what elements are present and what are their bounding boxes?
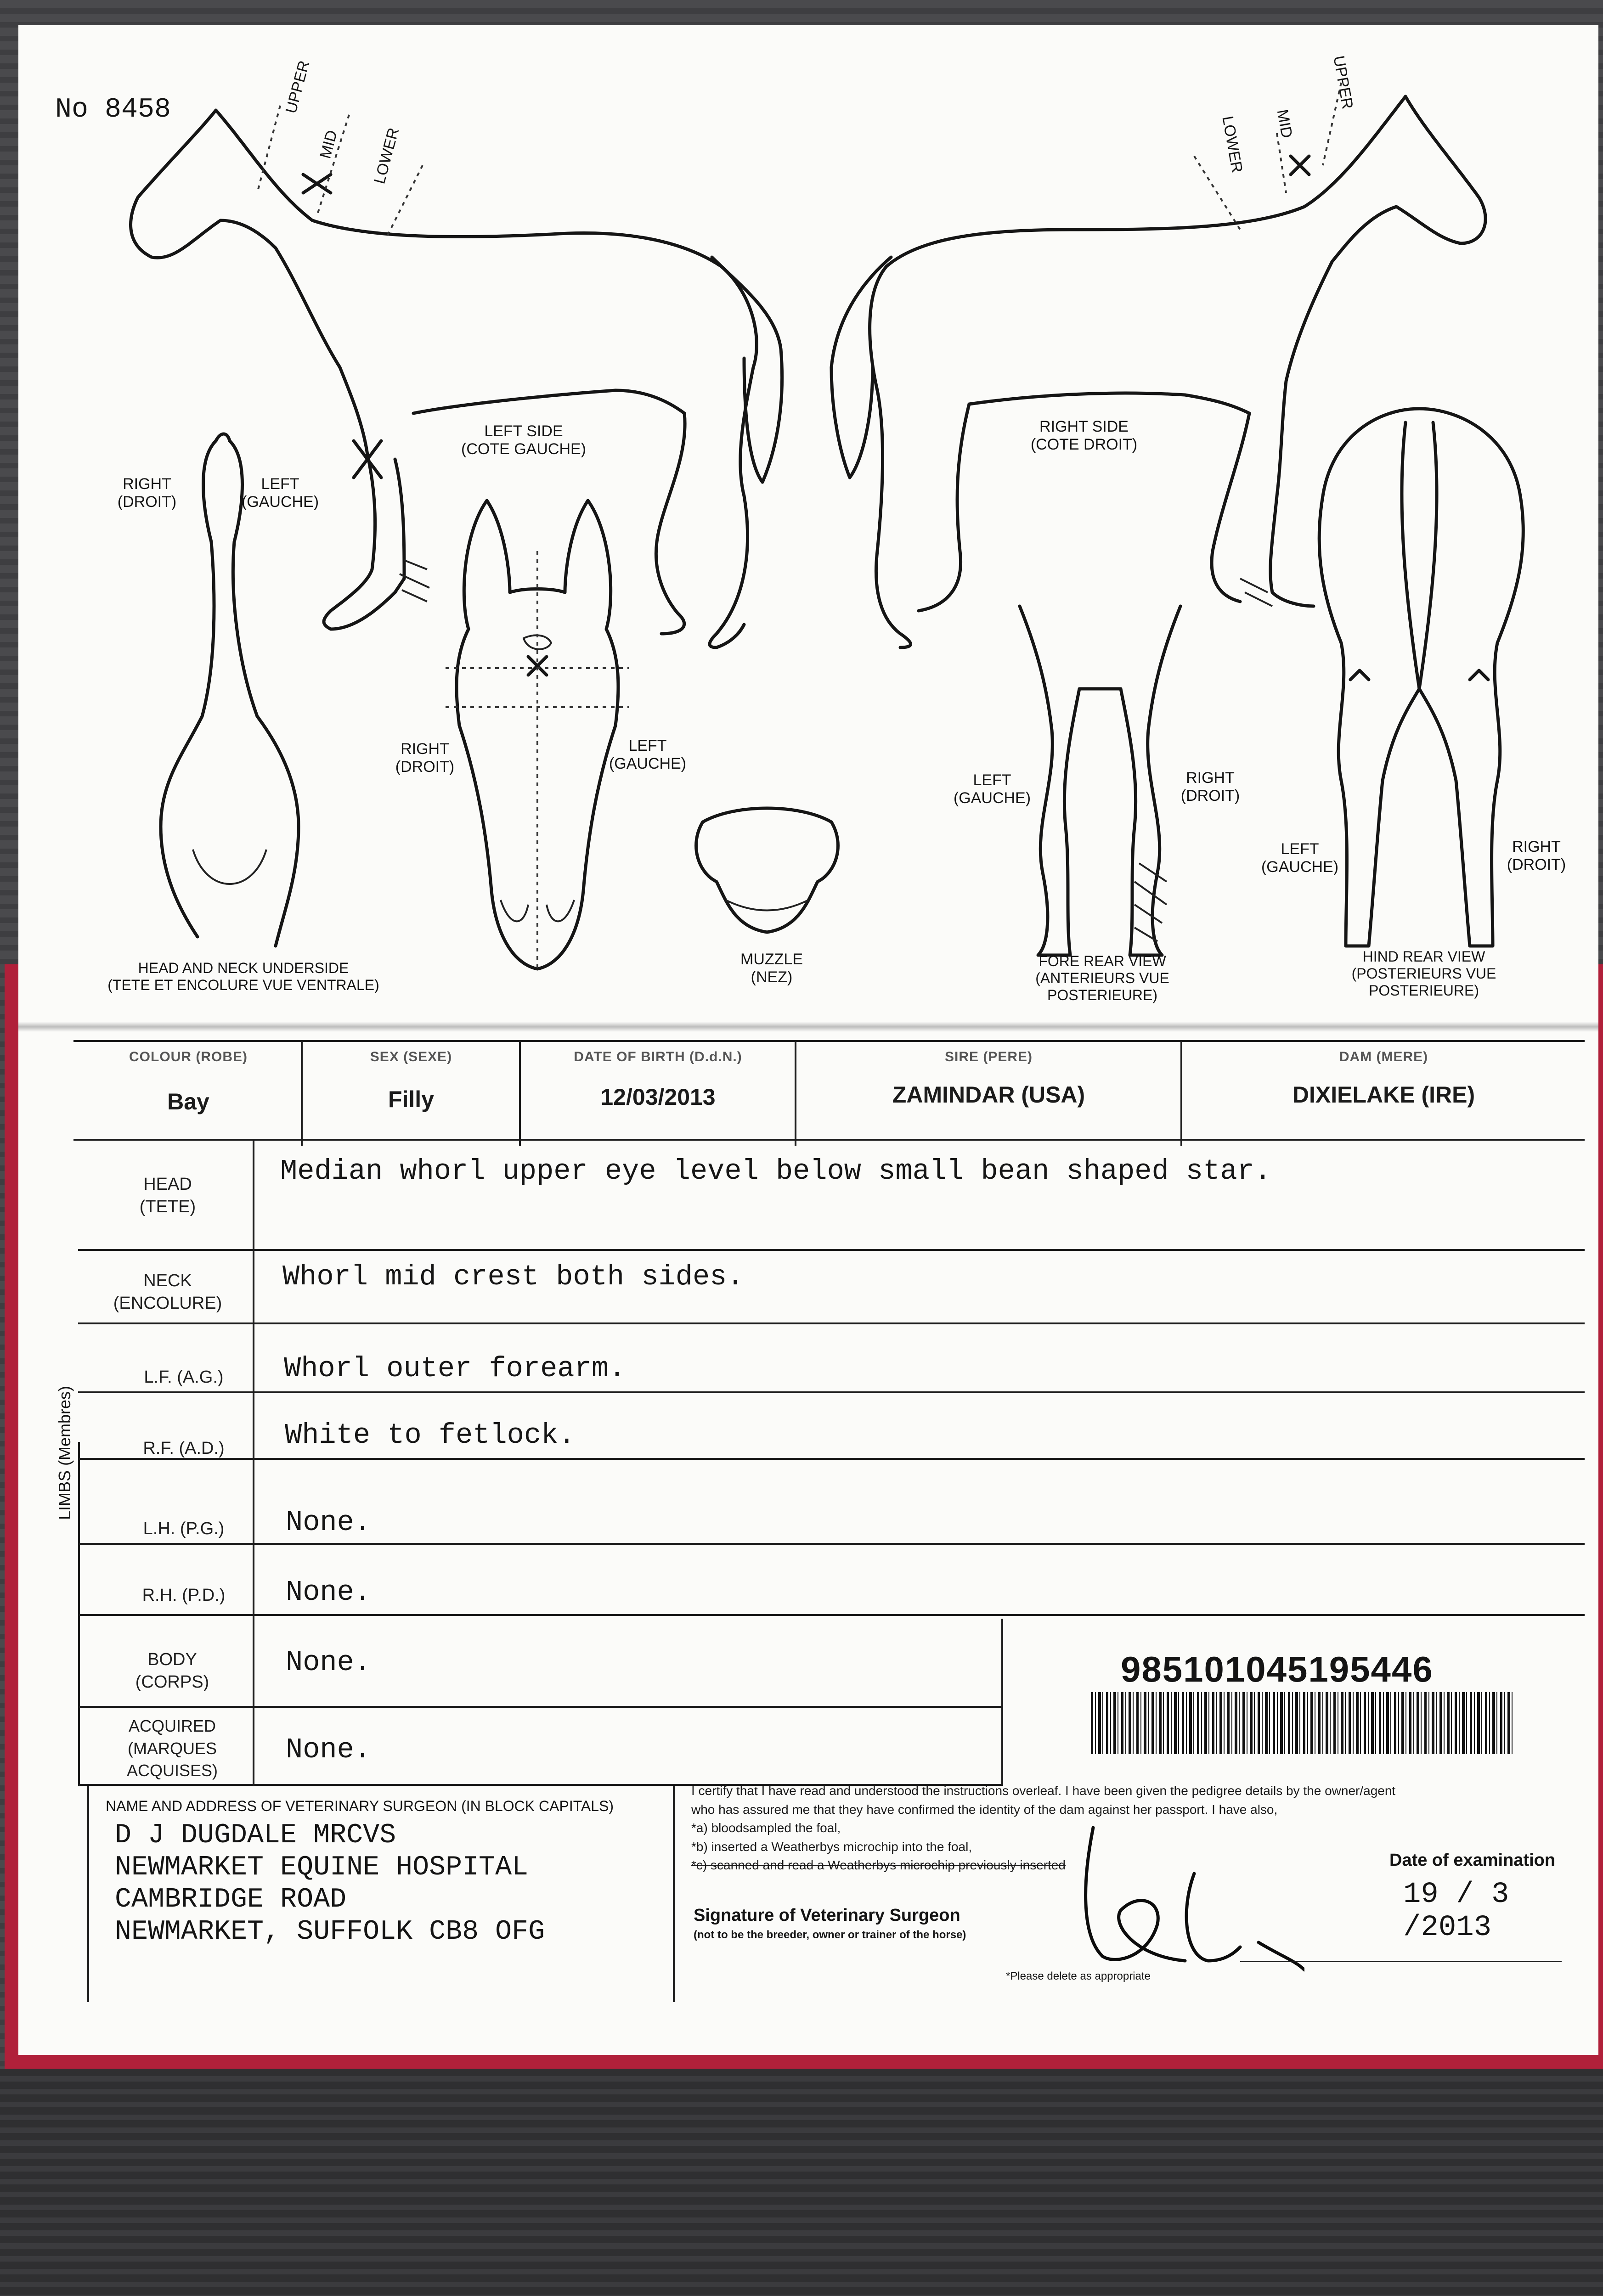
- acquired-row-label: [96, 1715, 248, 1782]
- lf-marking-text: Whorl outer forearm.: [284, 1352, 626, 1385]
- row-rule-5: [78, 1543, 1585, 1545]
- header-bottom-rule: [73, 1139, 1585, 1141]
- sex-label: SEX (SEXE): [370, 1049, 452, 1064]
- cert-line-1: I certify that I have read and understood the instructions overleaf. I have been given the pedigree details by the owner/agent: [691, 1784, 1396, 1798]
- label-left-fr: (GAUCHE): [241, 493, 319, 511]
- vet-line-4: NEWMARKET, SUFFOLK CB8 OFG: [115, 1916, 545, 1947]
- cert-item-b: *b) inserted a Weatherbys microchip into the foal,: [691, 1839, 972, 1854]
- vet-box-divider: [673, 1786, 675, 2002]
- body-label-en: BODY: [147, 1650, 197, 1669]
- label-muzzle: [717, 951, 827, 986]
- rf-marking-text: White to fetlock.: [285, 1419, 576, 1452]
- lh-row-label: L.H. (P.G.): [143, 1519, 225, 1538]
- microchip-barcode: [1091, 1692, 1513, 1754]
- muzzle-drawing: [696, 808, 838, 932]
- label-head-neck-underside: [83, 960, 404, 994]
- row-rule-3: [78, 1391, 1585, 1393]
- rf-row-label: R.F. (A.D.): [143, 1439, 225, 1458]
- exam-day: 19: [1403, 1878, 1439, 1911]
- label-fore-rear-view-en: FORE REAR VIEW: [1039, 953, 1166, 969]
- row-rule-2: [78, 1322, 1585, 1324]
- label-hind-rear-view: [1327, 948, 1520, 999]
- label-underside-left: [239, 475, 322, 511]
- head-label-fr: (TETE): [139, 1197, 196, 1217]
- date-of-examination-label: Date of examination: [1389, 1851, 1556, 1870]
- head-front-drawing: [446, 501, 629, 969]
- colour-value: Bay: [167, 1089, 209, 1114]
- label-head-left-fr: (GAUCHE): [609, 755, 687, 773]
- label-hind-right-fr: (DROIT): [1507, 856, 1566, 874]
- body-label-fr: (CORPS): [135, 1672, 209, 1692]
- head-marking-text: Median whorl upper eye level below small bean shaped star.: [280, 1155, 1271, 1187]
- label-fore-left-fr: (GAUCHE): [953, 789, 1031, 807]
- label-left-side-fr: (COTE GAUCHE): [461, 440, 586, 458]
- label-hind-right: [1502, 838, 1571, 874]
- label-fore-rear-view-fr2: POSTERIEURE): [1047, 986, 1158, 1003]
- label-head-right-en: RIGHT: [401, 740, 449, 758]
- left-side-horse-drawing: [131, 106, 782, 647]
- row-rule-6: [78, 1614, 1585, 1616]
- sex-value: Filly: [388, 1086, 435, 1112]
- dam-label: DAM (MERE): [1339, 1049, 1428, 1064]
- label-head-left: [606, 737, 689, 773]
- label-hind-left: [1259, 840, 1341, 876]
- label-mid-left: MID: [316, 128, 341, 161]
- label-head-neck-underside-en: HEAD AND NECK UNDERSIDE: [138, 960, 349, 976]
- label-right-side-fr: (COTE DROIT): [1030, 436, 1138, 454]
- exam-year: 2013: [1421, 1911, 1492, 1944]
- limbs-label: LIMBS (Membres): [55, 1385, 74, 1520]
- date-of-examination-value: [1403, 1878, 1603, 1944]
- label-fore-right-fr: (DROIT): [1180, 787, 1240, 805]
- horse-diagrams: [0, 0, 1603, 1024]
- exam-month: 3: [1491, 1878, 1509, 1911]
- acquired-marking-text: None.: [286, 1733, 372, 1766]
- neck-row-label: [92, 1270, 243, 1315]
- label-head-right: [388, 740, 462, 776]
- cert-line-2: who has assured me that they have confirmed the identity of the dam against her passport. I have also,: [691, 1802, 1278, 1817]
- label-muzzle-fr: (NEZ): [751, 968, 793, 986]
- label-lower-left: LOWER: [371, 126, 403, 186]
- acquired-label-fr1: (MARQUES: [127, 1739, 217, 1758]
- label-hind-rear-view-en: HIND REAR VIEW: [1362, 948, 1485, 965]
- label-left-side-en: LEFT SIDE: [484, 422, 563, 440]
- vet-line-3: CAMBRIDGE ROAD: [115, 1884, 347, 1915]
- body-row-label: [96, 1649, 248, 1694]
- label-fore-left-en: LEFT: [973, 771, 1011, 789]
- label-fore-rear-view-fr1: (ANTERIEURS VUE: [1035, 969, 1169, 986]
- sire-label: SIRE (PERE): [944, 1049, 1033, 1064]
- header-divider-2: [519, 1040, 521, 1146]
- vet-label: NAME AND ADDRESS OF VETERINARY SURGEON (IN BLOCK CAPITALS): [106, 1798, 614, 1814]
- label-muzzle-en: MUZZLE: [740, 951, 803, 968]
- label-head-right-fr: (DROIT): [395, 758, 455, 776]
- date-separator-2: /: [1403, 1911, 1421, 1944]
- label-right-en: RIGHT: [123, 475, 171, 493]
- label-fore-rear-view: [1010, 953, 1194, 1003]
- row-rule-1: [78, 1249, 1585, 1251]
- label-head-neck-underside-fr: (TETE ET ENCOLURE VUE VENTRALE): [107, 976, 379, 993]
- markings-label-divider: [253, 1139, 254, 1786]
- label-upper-left: UPPER: [282, 58, 313, 115]
- label-hind-right-en: RIGHT: [1512, 838, 1561, 855]
- label-fore-right-en: RIGHT: [1186, 769, 1235, 787]
- acquired-label-en: ACQUIRED: [128, 1716, 216, 1735]
- lh-marking-text: None.: [286, 1506, 372, 1539]
- label-fore-right: [1176, 769, 1245, 805]
- hind-rear-view-drawing: [1319, 409, 1523, 946]
- document-number: No 8458: [55, 94, 171, 125]
- label-underside-right: [110, 475, 184, 511]
- vet-signature: [1066, 1818, 1304, 1984]
- neck-marking-text: Whorl mid crest both sides.: [282, 1261, 744, 1293]
- date-separator-1: /: [1456, 1878, 1474, 1911]
- row-rule-7: [78, 1706, 1001, 1708]
- fore-rear-view-drawing: [1020, 606, 1180, 955]
- cert-item-a: *a) bloodsampled the foal,: [691, 1821, 841, 1835]
- body-marking-text: None.: [286, 1646, 372, 1679]
- dam-value: DIXIELAKE (IRE): [1292, 1082, 1475, 1108]
- signature-note: (not to be the breeder, owner or trainer of the horse): [694, 1929, 966, 1941]
- label-fore-left: [951, 771, 1033, 807]
- header-top-rule: [73, 1040, 1585, 1042]
- dob-label: DATE OF BIRTH (D.d.N.): [574, 1049, 742, 1064]
- label-left-en: LEFT: [261, 475, 299, 493]
- acquired-label-fr2: ACQUISES): [126, 1761, 218, 1780]
- header-divider-3: [795, 1040, 796, 1146]
- sire-value: ZAMINDAR (USA): [892, 1082, 1085, 1108]
- signature-label: Signature of Veterinary Surgeon: [694, 1906, 960, 1925]
- signature-line: [1240, 1961, 1562, 1962]
- label-right-side-en: RIGHT SIDE: [1039, 418, 1129, 435]
- right-side-horse-drawing: [831, 83, 1485, 647]
- background-bottom: [0, 2069, 1603, 2296]
- label-hind-rear-view-fr1: (POSTERIEURS VUE: [1351, 965, 1496, 982]
- delete-note: *Please delete as appropriate: [1006, 1970, 1151, 1982]
- label-hind-left-fr: (GAUCHE): [1261, 858, 1339, 876]
- rh-marking-text: None.: [286, 1576, 372, 1609]
- dob-value: 12/03/2013: [600, 1084, 716, 1110]
- label-right-fr: (DROIT): [117, 493, 177, 511]
- head-label-en: HEAD: [143, 1175, 192, 1194]
- label-lower-right: LOWER: [1219, 114, 1246, 174]
- vet-box-left: [87, 1786, 89, 2002]
- label-head-left-en: LEFT: [628, 737, 667, 754]
- label-upper-right: UPPER: [1330, 54, 1356, 111]
- row-rule-4: [78, 1458, 1585, 1460]
- vet-line-2: NEWMARKET EQUINE HOSPITAL: [115, 1852, 529, 1883]
- label-mid-right: MID: [1273, 108, 1296, 140]
- label-left-side: [459, 422, 588, 458]
- label-right-side: [1020, 418, 1148, 454]
- microchip-number: 985101045195446: [1121, 1649, 1434, 1689]
- microchip-box-divider: [1001, 1619, 1003, 1786]
- rh-row-label: R.H. (P.D.): [142, 1586, 226, 1605]
- label-hind-left-en: LEFT: [1281, 840, 1319, 858]
- neck-label-en: NECK: [143, 1271, 192, 1290]
- cert-item-c: *c) scanned and read a Weatherbys microchip previously inserted: [691, 1858, 1066, 1873]
- vet-line-1: D J DUGDALE MRCVS: [115, 1820, 396, 1851]
- header-divider-4: [1180, 1040, 1182, 1146]
- lf-row-label: L.F. (A.G.): [144, 1367, 224, 1387]
- label-hind-rear-view-fr2: POSTERIEURE): [1368, 982, 1479, 999]
- head-row-label: [92, 1173, 243, 1219]
- header-divider-1: [301, 1040, 303, 1146]
- colour-label: COLOUR (ROBE): [129, 1049, 248, 1064]
- page-fold: [18, 1022, 1598, 1032]
- neck-label-fr: (ENCOLURE): [113, 1294, 222, 1313]
